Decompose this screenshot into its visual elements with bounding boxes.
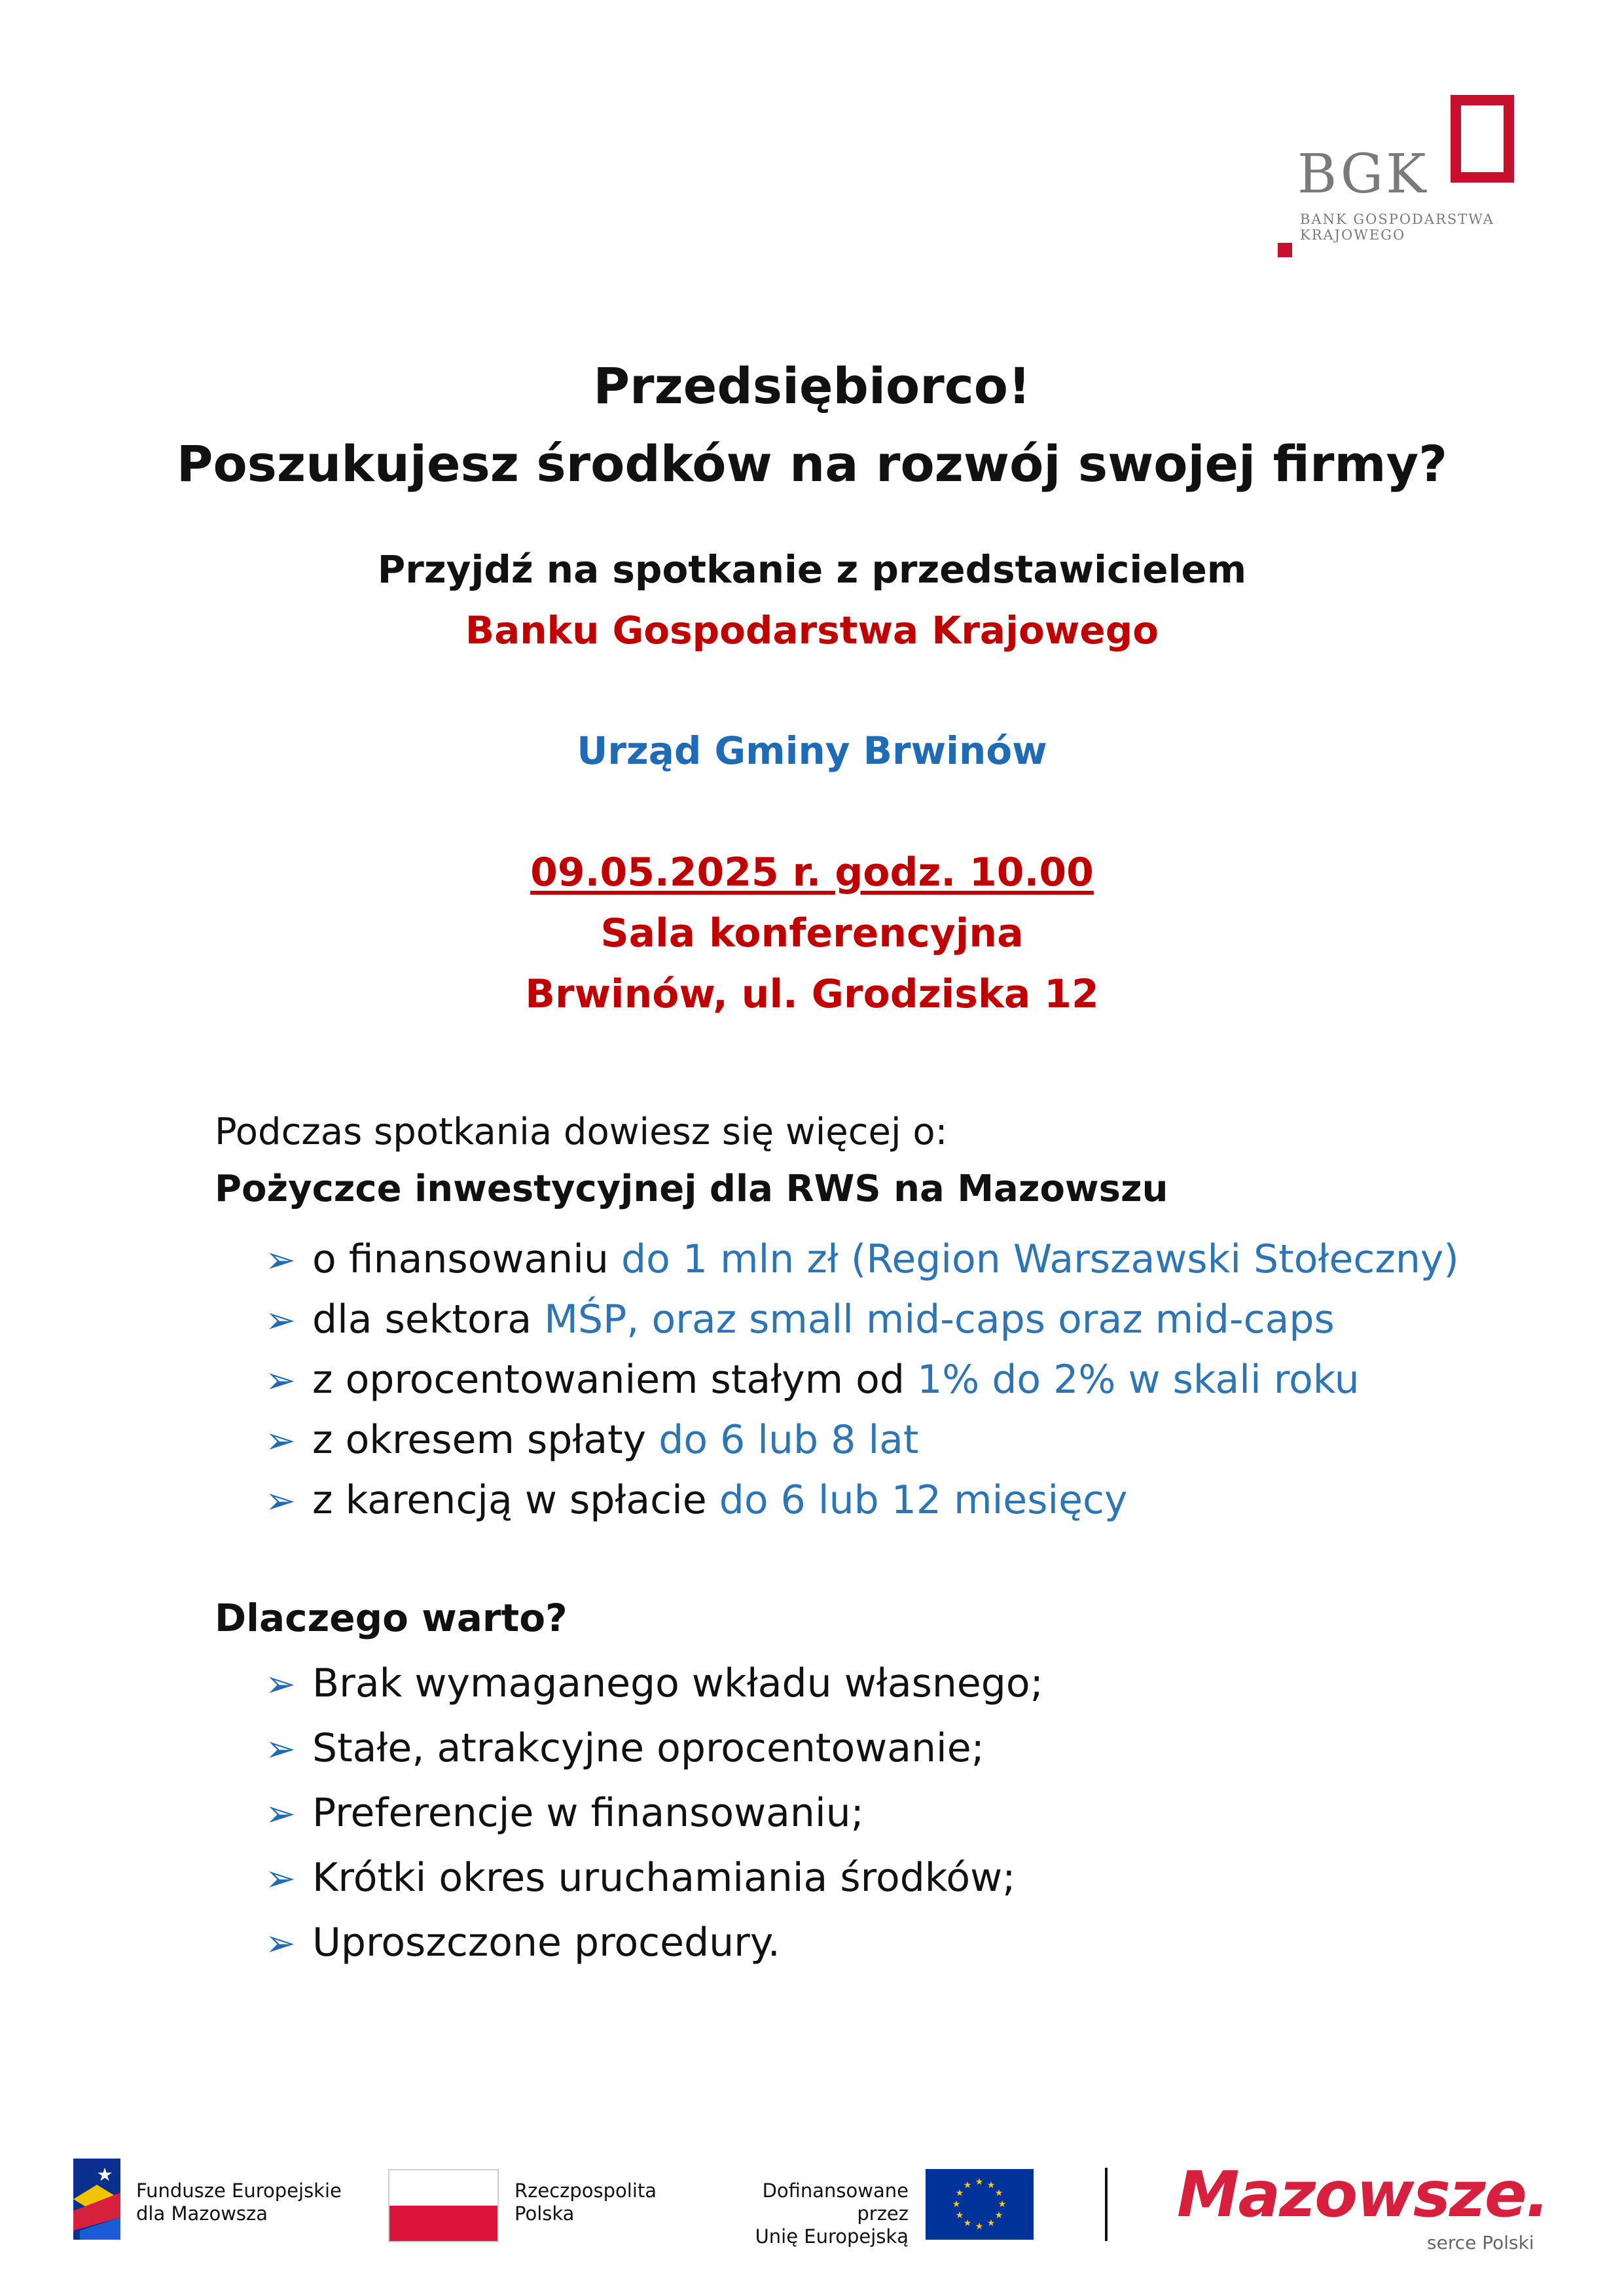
loan-item-highlight: do 1 mln zł (Region Warszawski Stołeczny) (621, 1236, 1459, 1282)
polish-flag-icon (388, 2169, 499, 2242)
loan-item-highlight: do 6 lub 12 miesięcy (719, 1477, 1128, 1523)
pl-caption-line1: Rzeczpospolita (514, 2179, 657, 2202)
invitation-line1: Przyjdź na spotkanie z przedstawicielem (377, 547, 1247, 592)
benefit-item-text: Preferencje w finansowaniu; (312, 1790, 864, 1836)
loan-item (265, 1410, 1459, 1470)
eu-flag-icon (926, 2169, 1034, 2240)
fe-caption-line1: Fundusze Europejskie (136, 2179, 342, 2202)
svg-text:★: ★ (952, 2199, 961, 2210)
svg-text:★: ★ (955, 2210, 964, 2221)
loan-item-highlight: do 6 lub 8 lat (659, 1417, 919, 1463)
svg-text:★: ★ (975, 2221, 984, 2232)
benefit-item-text: Uproszczone procedury. (312, 1920, 780, 1965)
svg-text:★: ★ (986, 2218, 996, 2229)
pl-caption (514, 2179, 657, 2225)
loan-list (265, 1229, 1459, 1530)
benefit-item (265, 1846, 1043, 1910)
benefits-title: Dlaczego warto? (215, 1596, 568, 1640)
benefit-item-text: Brak wymaganego wkładu własnego; (312, 1660, 1043, 1706)
eu-caption (706, 2179, 909, 2248)
arrow-bullet-icon: ➢ (265, 1922, 296, 1965)
benefits-list (265, 1651, 1043, 1975)
bgk-logo-line1: BANK GOSPODARSTWA (1300, 211, 1494, 227)
arrow-bullet-icon: ➢ (265, 1793, 296, 1835)
event-room: Sala konferencyjna (600, 910, 1024, 956)
loan-item-highlight: 1% do 2% w skali roku (917, 1357, 1360, 1403)
arrow-bullet-icon: ➢ (265, 1857, 296, 1900)
arrow-bullet-icon: ➢ (265, 1663, 296, 1706)
loan-item (265, 1470, 1459, 1530)
loan-item-lead: z karencją w spłacie (312, 1477, 719, 1523)
fe-caption-line2: dla Mazowsza (136, 2202, 268, 2225)
svg-text:★: ★ (998, 2199, 1007, 2210)
loan-item-lead: dla sektora (312, 1297, 545, 1342)
loan-intro: Podczas spotkania dowiesz się więcej o: (215, 1111, 948, 1153)
event-address: Brwinów, ul. Grodziska 12 (525, 971, 1099, 1017)
pl-caption-line2: Polska (514, 2202, 575, 2225)
mazowsze-tagline: serce Polski (1427, 2232, 1534, 2253)
fe-caption (136, 2179, 342, 2225)
event-date-time: 09.05.2025 r. godz. 10.00 (530, 850, 1094, 895)
arrow-bullet-icon: ➢ (265, 1480, 296, 1522)
loan-title: Pożyczce inwestycyjnej dla RWS na Mazowszu (215, 1168, 1168, 1210)
benefit-item (265, 1781, 1043, 1846)
bgk-logo-square (1451, 95, 1514, 183)
svg-text:★: ★ (994, 2210, 1003, 2221)
benefit-item (265, 1716, 1043, 1781)
svg-text:★: ★ (986, 2180, 996, 2191)
arrow-bullet-icon: ➢ (265, 1728, 296, 1770)
svg-text:★: ★ (955, 2188, 964, 2198)
bgk-logo-letters: BGK (1297, 143, 1429, 206)
fundusze-europejskie-logo-icon (73, 2159, 120, 2240)
arrow-bullet-icon: ➢ (265, 1420, 296, 1462)
loan-item-lead: o finansowaniu (312, 1236, 622, 1282)
mazowsze-logo-word: Mazowsze. (1177, 2158, 1549, 2231)
arrow-bullet-icon: ➢ (265, 1299, 296, 1342)
headline-line2: Poszukujesz środków na rozwój swojej firmy? (176, 435, 1448, 493)
eu-caption-line1: Dofinansowane przez (762, 2179, 909, 2225)
loan-item (265, 1289, 1459, 1350)
loan-item (265, 1350, 1459, 1410)
benefit-item (265, 1651, 1043, 1716)
arrow-bullet-icon: ➢ (265, 1359, 296, 1402)
benefit-item-text: Stałe, atrakcyjne oprocentowanie; (312, 1725, 984, 1771)
arrow-bullet-icon: ➢ (265, 1239, 296, 1282)
svg-text:★: ★ (994, 2188, 1003, 2198)
loan-item-lead: z okresem spłaty (312, 1417, 659, 1463)
footer-divider (1105, 2168, 1108, 2241)
loan-item (265, 1229, 1459, 1289)
benefit-item (265, 1910, 1043, 1975)
svg-text:★: ★ (963, 2218, 972, 2229)
invitation-bank-name: Banku Gospodarstwa Krajowego (465, 608, 1159, 653)
loan-item-lead: z oprocentowaniem stałym od (312, 1357, 918, 1403)
venue-name: Urząd Gminy Brwinów (577, 728, 1047, 773)
bgk-logo-line2: KRAJOWEGO (1300, 227, 1406, 243)
headline-line1: Przedsiębiorco! (593, 357, 1031, 415)
eu-caption-line2: Unię Europejską (755, 2225, 909, 2248)
svg-text:★: ★ (96, 2164, 113, 2185)
benefit-item-text: Krótki okres uruchamiania środków; (312, 1855, 1016, 1901)
bgk-logo-dot (1278, 243, 1292, 257)
svg-text:★: ★ (963, 2180, 972, 2191)
loan-item-highlight: MŚP, oraz small mid-caps oraz mid-caps (544, 1297, 1335, 1342)
svg-text:★: ★ (975, 2177, 984, 2187)
